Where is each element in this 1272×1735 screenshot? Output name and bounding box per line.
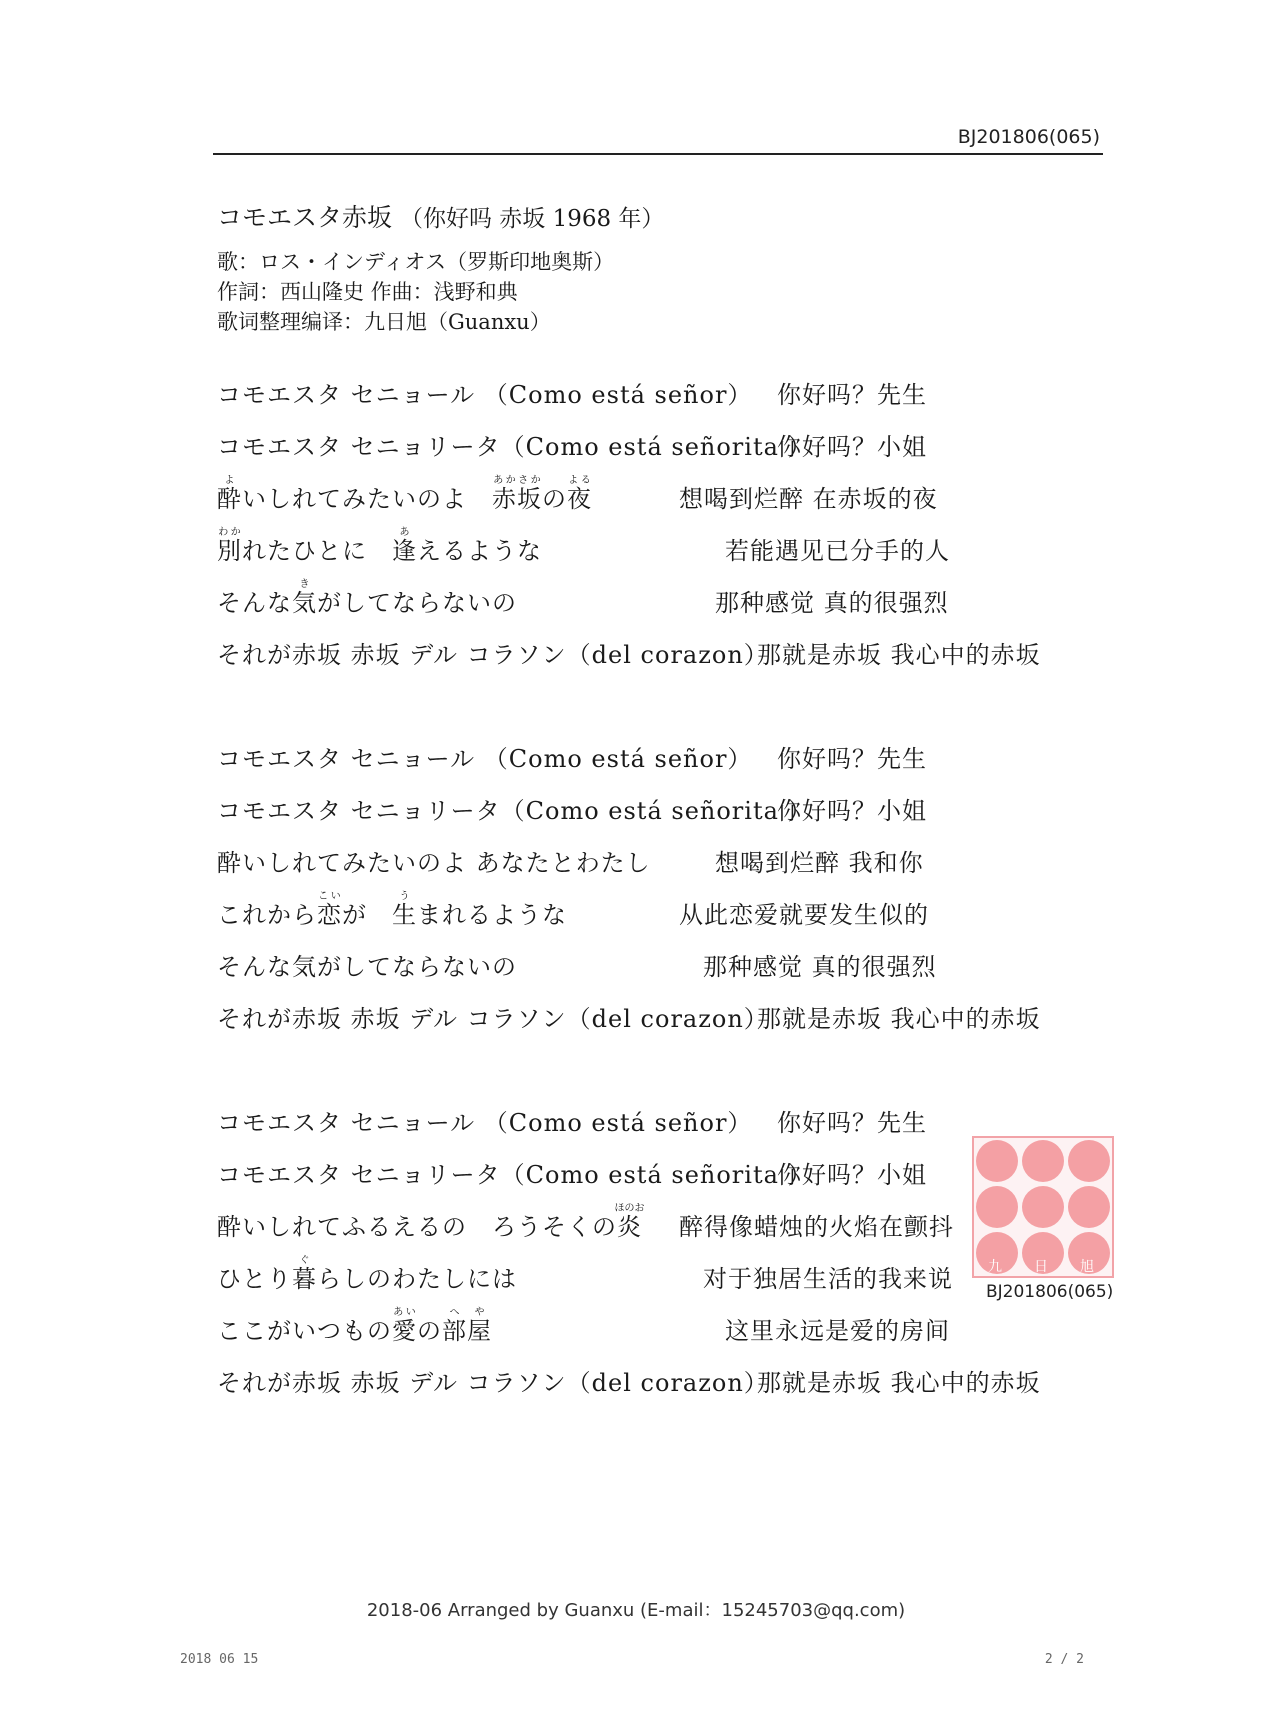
lyric-japanese: コモエスタ セニョリータ（Como está señorita ） [217, 797, 813, 825]
lyric-japanese: それが赤坂 赤坂 デル コラソン（del corazon） [217, 641, 769, 669]
song-title-subtitle: （你好吗 赤坂 1968 年） [399, 206, 665, 232]
lyric-chinese: 对于独居生活的我来说 [703, 1265, 953, 1293]
lyric-line [217, 1362, 1097, 1402]
lyric-line [217, 475, 1097, 518]
lyric-chinese: 你好吗？小姐 [777, 1161, 927, 1189]
lyric-line [217, 842, 1097, 882]
lyric-line [217, 998, 1097, 1038]
lyric-chinese: 你好吗？先生 [777, 381, 927, 409]
lyric-japanese: そんな気がしてならないの [217, 953, 517, 981]
lyric-japanese: コモエスタ セニョリータ（Como está señorita ） [217, 433, 813, 461]
lyric-japanese: 酔いしれてみたいのよ あなたとわたし [217, 849, 651, 877]
seal-dot [976, 1186, 1018, 1228]
lyric-chinese: 那就是赤坂 我心中的赤坂 [757, 1369, 1041, 1397]
lyric-chinese: 这里永远是爱的房间 [725, 1317, 950, 1345]
lyric-japanese: 別わかれたひとに 逢あえるような [217, 527, 542, 565]
lyric-japanese: ひとり暮ぐらしのわたしには [217, 1255, 517, 1293]
lyric-line [217, 738, 1097, 778]
lyric-chinese: 你好吗？小姐 [777, 797, 927, 825]
lyric-line [217, 946, 1097, 986]
arranger-seal [972, 1136, 1114, 1278]
lyric-chinese: 想喝到烂醉 在赤坂的夜 [679, 485, 938, 513]
seal-code: BJ201806(065) [986, 1282, 1114, 1302]
lyric-line [217, 1307, 1097, 1350]
lyric-japanese: それが赤坂 赤坂 デル コラソン（del corazon） [217, 1005, 769, 1033]
header-divider [213, 153, 1103, 155]
lyric-japanese: コモエスタ セニョール （Como está señor） [217, 1109, 753, 1137]
lyric-line [217, 634, 1097, 674]
seal-dot [1022, 1186, 1064, 1228]
credit-singer: 歌：ロス・インディオス（罗斯印地奥斯） [217, 250, 615, 274]
lyric-chinese: 你好吗？先生 [777, 745, 927, 773]
arranged-by-footer: 2018-06 Arranged by Guanxu (E-mail：15245703@qq.com) [366, 1600, 906, 1621]
seal-dot [1022, 1140, 1064, 1182]
lyric-chinese: 想喝到烂醉 我和你 [715, 849, 924, 877]
lyric-line [217, 527, 1097, 570]
lyric-chinese: 从此恋爱就要发生似的 [679, 901, 929, 929]
lyric-line [217, 891, 1097, 934]
page-number: 2 / 2 [1044, 1652, 1084, 1667]
seal-character: 旭 [1080, 1259, 1094, 1275]
lyric-japanese: コモエスタ セニョリータ（Como está señorita ） [217, 1161, 813, 1189]
lyric-chinese: 那种感觉 真的很强烈 [715, 589, 949, 617]
lyric-japanese: そんな気きがしてならないの [217, 579, 517, 617]
song-title [217, 198, 664, 234]
lyric-line [217, 1102, 1097, 1142]
lyric-line [217, 1255, 1097, 1298]
seal-dot [1068, 1186, 1110, 1228]
lyric-chinese: 那就是赤坂 我心中的赤坂 [757, 1005, 1041, 1033]
credit-arranger: 歌词整理编译：九日旭（Guanxu） [217, 310, 551, 334]
lyric-chinese: 那就是赤坂 我心中的赤坂 [757, 641, 1041, 669]
lyric-chinese: 你好吗？小姐 [777, 433, 927, 461]
lyric-japanese: 酔いしれてふるえるの ろうそくの炎ほのお [217, 1203, 645, 1241]
lyric-chinese: 若能遇见已分手的人 [725, 537, 950, 565]
lyric-line [217, 790, 1097, 830]
lyric-japanese: これから恋こいが 生うまれるような [217, 891, 567, 929]
print-date: 2018 06 15 [180, 1652, 259, 1667]
lyric-japanese: コモエスタ セニョール （Como está señor） [217, 745, 753, 773]
lyric-line [217, 1203, 1097, 1246]
lyric-japanese: コモエスタ セニョール （Como está señor） [217, 381, 753, 409]
seal-character: 日 [1034, 1259, 1048, 1275]
lyric-chinese: 醉得像蜡烛的火焰在颤抖 [679, 1213, 954, 1241]
credit-writers: 作詞：西山隆史 作曲：浅野和典 [217, 280, 518, 304]
lyric-japanese: それが赤坂 赤坂 デル コラソン（del corazon） [217, 1369, 769, 1397]
seal-dot [976, 1140, 1018, 1182]
seal-character: 九 [988, 1259, 1002, 1275]
lyric-japanese: 酔よいしれてみたいのよ 赤坂あかさかの夜よる [217, 475, 592, 513]
lyric-line [217, 1154, 1097, 1194]
song-title-main: コモエスタ赤坂 [217, 203, 393, 232]
lyric-line [217, 426, 1097, 466]
document-code: BJ201806(065) [957, 126, 1100, 148]
lyric-line [217, 374, 1097, 414]
lyric-japanese: ここがいつもの愛あいの部屋へや [217, 1307, 492, 1345]
seal-dot [1068, 1140, 1110, 1182]
lyric-line [217, 579, 1097, 622]
lyric-chinese: 你好吗？先生 [777, 1109, 927, 1137]
lyric-chinese: 那种感觉 真的很强烈 [703, 953, 937, 981]
